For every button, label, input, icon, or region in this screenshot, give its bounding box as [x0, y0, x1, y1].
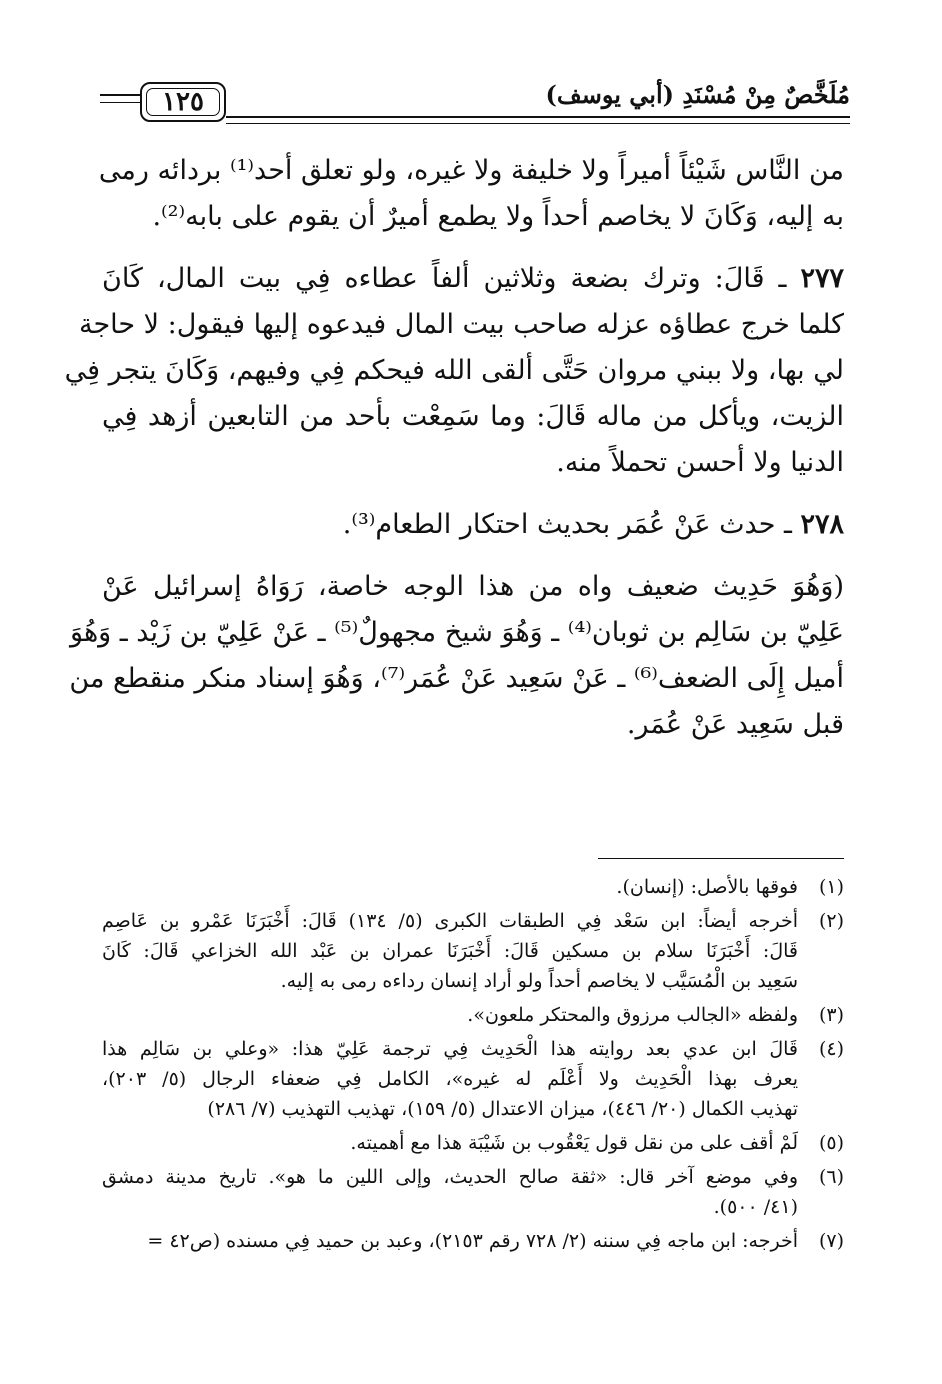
- text-line: أميل إِلَى الضعف⁽⁶⁾ ـ عَنْ سَعِيد عَنْ عُمَر⁽⁷⁾، وَهُوَ إسناد منكر منقطع من: [69, 663, 844, 694]
- footnote-line: سَعِيد بن الْمُسَيَّب لا يخاصم أحداً ولو أراد إنسان رداءه رمى به إليه.: [280, 970, 798, 992]
- footnote-mark: (٧): [818, 1230, 844, 1252]
- footnote-2: [102, 906, 844, 996]
- footnote-line: أخرجه أيضاً: ابن سَعْد فِي الطبقات الكبرى (٥/ ١٣٤) قَالَ: أَخْبَرَنَا عَمْرو بن عَاصِم: [102, 910, 798, 932]
- text-line: قبل سَعِيد عَنْ عُمَر.: [626, 709, 844, 740]
- footnote-line: قَالَ ابن عدي بعد روايته هذا الْحَدِيث فِي ترجمة عَلِيّ هذا: «وعلي بن سَالِم هذا: [102, 1038, 798, 1060]
- main-text: [64, 148, 844, 764]
- text-line: ـ حدث عَنْ عُمَر بحديث احتكار الطعام⁽³⁾.: [342, 509, 792, 540]
- page-number: ١٢٥: [162, 87, 204, 117]
- footnotes: [102, 872, 844, 1256]
- running-head: مُلَخَّصٌ مِنْ مُسْنَدِ (أبي يوسف): [545, 80, 850, 109]
- footnote-1: [102, 872, 844, 902]
- text-line: (وَهُوَ حَدِيث ضعيف واه من هذا الوجه خاصة، رَوَاهُ إسرائيل عَنْ: [102, 571, 844, 602]
- footnote-separator: [598, 858, 844, 859]
- footnote-line: تهذيب الكمال (٢٠/ ٤٤٦)، ميزان الاعتدال (٥/ ١٥٩)، تهذيب التهذيب (٧/ ٢٨٦): [207, 1098, 798, 1120]
- header-rule-right-bottom: [226, 123, 850, 124]
- header-rule-right-top: [226, 116, 850, 118]
- footnote-line: ولفظه «الجالب مرزوق والمحتكر ملعون».: [467, 1004, 798, 1026]
- footnote-line: يعرف بهذا الْحَدِيث ولا أَعْلَم له غيره»، الكامل فِي ضعفاء الرجال (٥/ ٢٠٣)،: [102, 1068, 798, 1090]
- page-number-badge: [140, 82, 226, 122]
- footnote-line: لَمْ أقف على من نقل قول يَعْقُوب بن شَيْبَة هذا مع أهميته.: [350, 1132, 798, 1154]
- footnote-mark: (٢): [818, 910, 844, 932]
- text-line: به إليه، وَكَانَ لا يخاصم أحداً ولا يطمع أميرٌ أن يقوم على بابه⁽²⁾.: [152, 201, 844, 232]
- paragraph-278: [102, 502, 844, 548]
- text-line: عَلِيّ بن سَالِم بن ثوبان⁽⁴⁾ ـ وَهُوَ شيخ مجهولٌ⁽⁵⁾ ـ عَنْ عَلِيّ بن زَيْد ـ وَهُوَ: [70, 617, 844, 648]
- entry-number-278: ٢٧٨: [800, 509, 844, 540]
- entry-number-277: ٢٧٧: [800, 263, 844, 294]
- text-line: كلما خرج عطاؤه عزله صاحب بيت المال فيدعوه إليها فيقول: لا حاجة: [79, 309, 844, 340]
- footnote-mark: (٣): [818, 1004, 844, 1026]
- footnote-line: (٤١/ ٥٠٠).: [713, 1196, 798, 1218]
- footnote-line: قَالَ: أَخْبَرَنَا سلام بن مسكين قَالَ: أَخْبَرَنَا عمران بن عَبْد الله الخزاعي قَالَ: كَانَ: [102, 940, 798, 962]
- footnote-3: [102, 1000, 844, 1030]
- text-line: الزيت، ويأكل من ماله قَالَ: وما سَمِعْت بأحد من التابعين أزهد فِي: [102, 401, 844, 432]
- paragraph-continuation: [98, 148, 844, 240]
- text-line: من النَّاس شَيْئاً أميراً ولا خليفة ولا غيره، ولو تعلق أحد⁽¹⁾ بردائه رمى: [98, 155, 844, 186]
- header-rule-left-top: [100, 94, 140, 96]
- footnote-4: [102, 1034, 844, 1124]
- paragraph-commentary: [69, 564, 844, 748]
- footnote-mark: (٥): [818, 1132, 844, 1154]
- page-header: [100, 72, 850, 132]
- footnote-7: [102, 1226, 844, 1256]
- footnote-mark: (١): [818, 876, 844, 898]
- header-rule-left-bottom: [100, 102, 140, 103]
- footnote-mark: (٦): [818, 1166, 844, 1188]
- text-line: ـ قَالَ: وترك بضعة وثلاثين ألفاً عطاءه فِي بيت المال، كَانَ: [102, 263, 787, 294]
- footnote-5: [102, 1128, 844, 1158]
- footnote-line: وفي موضع آخر قال: «ثقة صالح الحديث، وإلى اللين ما هو». تاريخ مدينة دمشق: [102, 1166, 798, 1188]
- footnote-line: فوقها بالأصل: (إنسان).: [616, 876, 798, 898]
- text-line: الدنيا ولا أحسن تحملاً منه.: [556, 447, 844, 478]
- footnote-line: أخرجه: ابن ماجه فِي سننه (٢/ ٧٢٨ رقم ٢١٥٣)، وعبد بن حميد فِي مسنده (ص٤٢ =: [147, 1230, 798, 1252]
- footnote-mark: (٤): [818, 1038, 844, 1060]
- text-line: لي بها، ولا ببني مروان حَتَّى ألقى الله فيحكم فِي وفيهم، وَكَانَ يتجر فِي: [64, 355, 844, 386]
- footnote-6: [102, 1162, 844, 1222]
- paragraph-277: [64, 256, 844, 486]
